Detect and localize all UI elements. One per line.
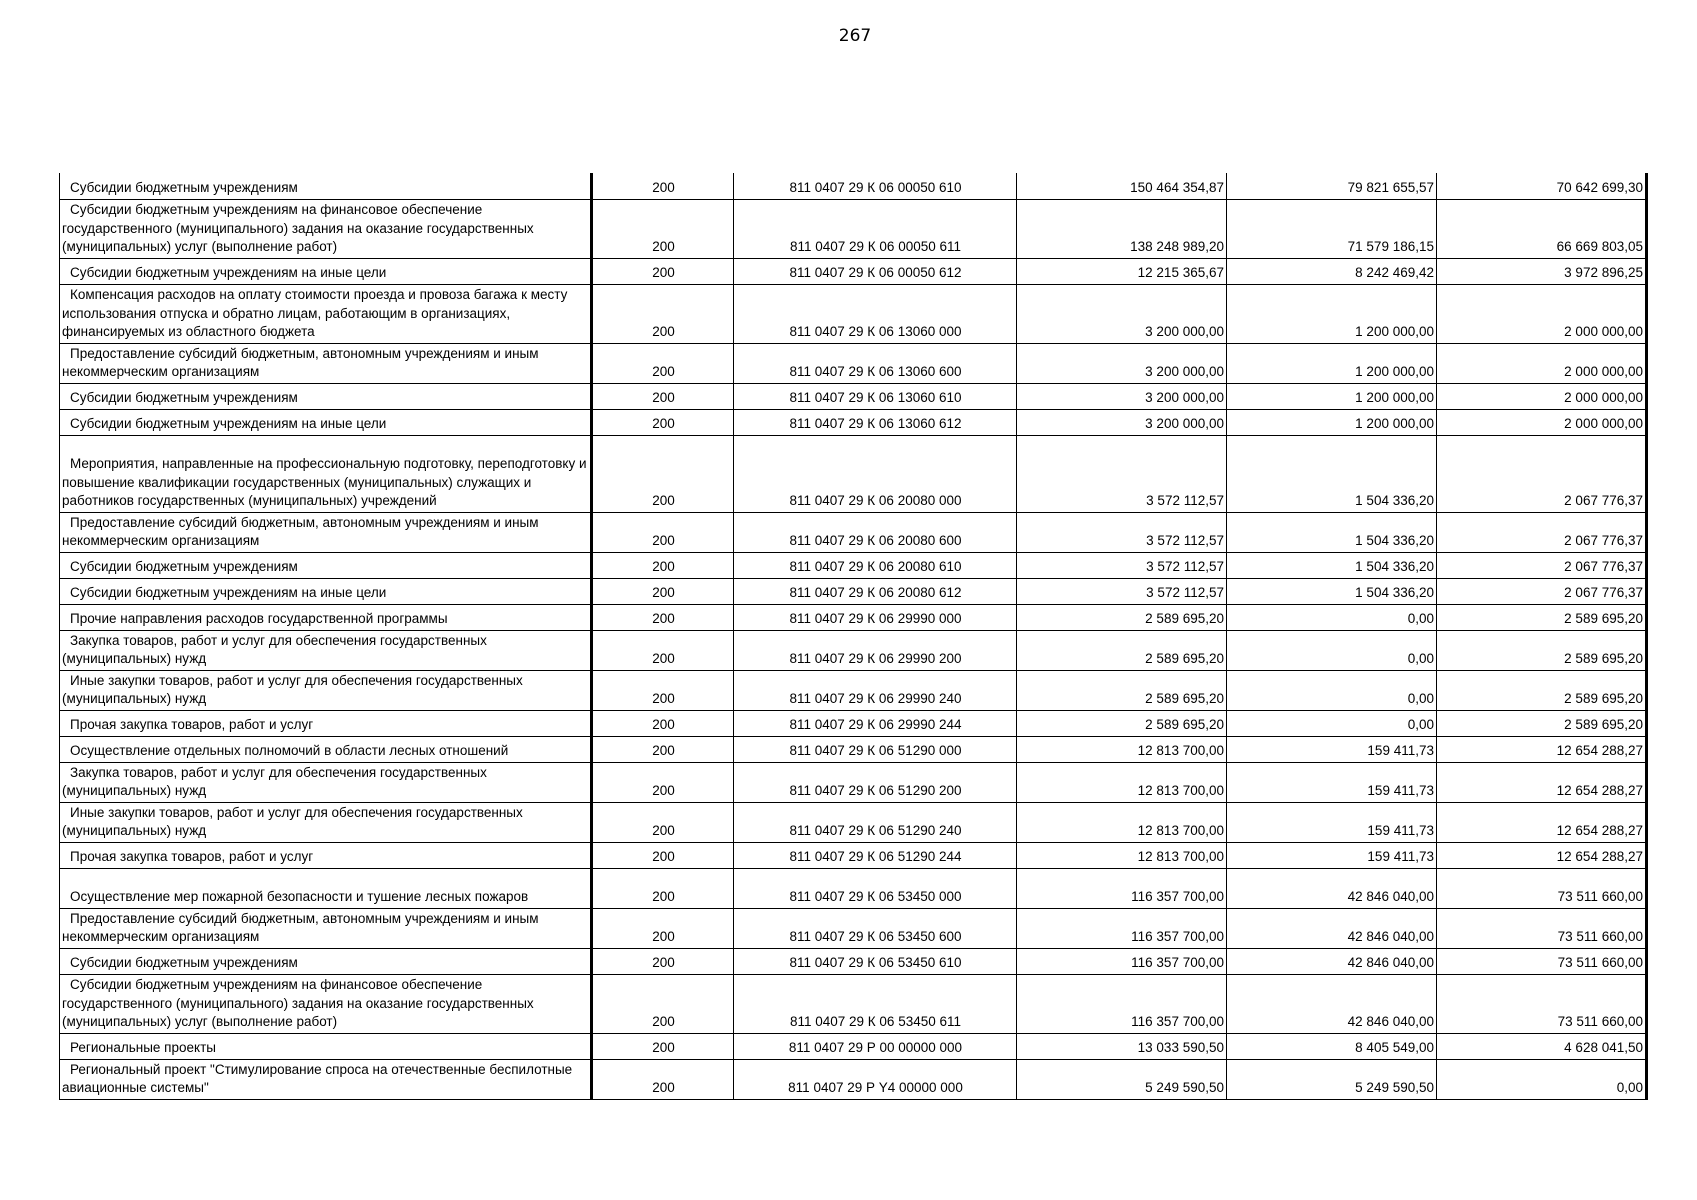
row-amount-executed: 1 504 336,20 <box>1227 435 1437 512</box>
row-name: Субсидии бюджетным учреждениям на иные цели <box>70 585 387 600</box>
budget-table <box>59 173 1648 1100</box>
row-name: Закупка товаров, работ и услуг для обеспечения государственных (муниципальных) нужд <box>62 632 487 666</box>
row-amount-executed: 42 846 040,00 <box>1227 948 1437 974</box>
row-name: Субсидии бюджетным учреждениям <box>70 955 298 970</box>
row-name-cell <box>60 258 592 284</box>
row-name: Субсидии бюджетным учреждениям на финансовое обеспечение государственного (муниципального) задания на оказание государственных (муниципальных) услуг (выполнение работ) <box>62 977 534 1029</box>
row-code: 200 <box>592 670 734 710</box>
row-classification: 811 0407 29 К 06 00050 612 <box>734 258 1017 284</box>
row-code: 200 <box>592 343 734 383</box>
row-classification: 811 0407 29 К 06 20080 612 <box>734 578 1017 604</box>
row-amount-executed: 0,00 <box>1227 604 1437 630</box>
row-name: Предоставление субсидий бюджетным, автономным учреждениям и иным некоммерческим организациям <box>62 345 539 379</box>
row-classification: 811 0407 29 К 06 20080 000 <box>734 435 1017 512</box>
row-name-cell <box>60 630 592 670</box>
row-amount-approved: 2 589 695,20 <box>1017 670 1227 710</box>
row-amount-remaining: 3 972 896,25 <box>1437 258 1647 284</box>
row-classification: 811 0407 29 К 06 00050 611 <box>734 199 1017 258</box>
table-row <box>60 552 1647 578</box>
row-amount-executed: 8 242 469,42 <box>1227 258 1437 284</box>
row-name: Прочая закупка товаров, работ и услуг <box>70 717 314 732</box>
row-classification: 811 0407 29 К 06 53450 600 <box>734 908 1017 948</box>
row-amount-executed: 159 411,73 <box>1227 842 1437 868</box>
row-amount-approved: 12 813 700,00 <box>1017 736 1227 762</box>
row-amount-approved: 150 464 354,87 <box>1017 173 1227 199</box>
row-name-cell <box>60 948 592 974</box>
row-amount-executed: 159 411,73 <box>1227 802 1437 842</box>
row-amount-approved: 3 572 112,57 <box>1017 435 1227 512</box>
row-classification: 811 0407 29 К 06 29990 000 <box>734 604 1017 630</box>
row-amount-executed: 0,00 <box>1227 670 1437 710</box>
row-classification: 811 0407 29 К 06 13060 612 <box>734 409 1017 435</box>
row-amount-remaining: 73 511 660,00 <box>1437 948 1647 974</box>
row-name: Иные закупки товаров, работ и услуг для обеспечения государственных (муниципальных) нужд <box>62 804 523 838</box>
row-code: 200 <box>592 710 734 736</box>
row-amount-executed: 1 200 000,00 <box>1227 383 1437 409</box>
row-name-cell <box>60 710 592 736</box>
row-amount-executed: 159 411,73 <box>1227 762 1437 802</box>
table-row <box>60 1033 1647 1059</box>
row-classification: 811 0407 29 К 06 13060 610 <box>734 383 1017 409</box>
row-classification: 811 0407 29 Р Y4 00000 000 <box>734 1059 1017 1099</box>
row-amount-remaining: 2 000 000,00 <box>1437 409 1647 435</box>
row-amount-approved: 3 572 112,57 <box>1017 552 1227 578</box>
row-name-cell <box>60 173 592 199</box>
row-name: Субсидии бюджетным учреждениям на иные цели <box>70 416 387 431</box>
row-amount-approved: 3 200 000,00 <box>1017 383 1227 409</box>
table-row <box>60 258 1647 284</box>
row-code: 200 <box>592 762 734 802</box>
row-amount-executed: 42 846 040,00 <box>1227 974 1437 1033</box>
row-classification: 811 0407 29 К 06 13060 600 <box>734 343 1017 383</box>
row-amount-executed: 71 579 186,15 <box>1227 199 1437 258</box>
row-amount-approved: 12 215 365,67 <box>1017 258 1227 284</box>
table-row <box>60 736 1647 762</box>
row-classification: 811 0407 29 К 06 29990 240 <box>734 670 1017 710</box>
row-name-cell <box>60 802 592 842</box>
row-amount-approved: 2 589 695,20 <box>1017 604 1227 630</box>
table-row <box>60 802 1647 842</box>
row-name-cell <box>60 974 592 1033</box>
row-name-cell <box>60 409 592 435</box>
table-row <box>60 974 1647 1033</box>
row-amount-remaining: 73 511 660,00 <box>1437 868 1647 908</box>
row-code: 200 <box>592 802 734 842</box>
row-amount-remaining: 0,00 <box>1437 1059 1647 1099</box>
table-row <box>60 604 1647 630</box>
row-name: Закупка товаров, работ и услуг для обеспечения государственных (муниципальных) нужд <box>62 764 487 798</box>
row-code: 200 <box>592 173 734 199</box>
table-row <box>60 710 1647 736</box>
table-row <box>60 199 1647 258</box>
row-amount-remaining: 2 000 000,00 <box>1437 343 1647 383</box>
row-classification: 811 0407 29 К 06 20080 600 <box>734 512 1017 552</box>
row-amount-remaining: 2 067 776,37 <box>1437 578 1647 604</box>
row-amount-remaining: 2 589 695,20 <box>1437 670 1647 710</box>
row-amount-approved: 13 033 590,50 <box>1017 1033 1227 1059</box>
row-classification: 811 0407 29 К 06 51290 244 <box>734 842 1017 868</box>
row-name: Субсидии бюджетным учреждениям <box>70 390 298 405</box>
table-row <box>60 578 1647 604</box>
row-name-cell <box>60 604 592 630</box>
row-code: 200 <box>592 435 734 512</box>
row-amount-executed: 8 405 549,00 <box>1227 1033 1437 1059</box>
row-amount-approved: 12 813 700,00 <box>1017 842 1227 868</box>
row-name-cell <box>60 552 592 578</box>
row-amount-approved: 116 357 700,00 <box>1017 868 1227 908</box>
row-name: Осуществление отдельных полномочий в области лесных отношений <box>70 743 509 758</box>
row-code: 200 <box>592 512 734 552</box>
row-name-cell <box>60 199 592 258</box>
row-name-cell <box>60 670 592 710</box>
row-amount-executed: 1 504 336,20 <box>1227 552 1437 578</box>
row-amount-remaining: 2 589 695,20 <box>1437 630 1647 670</box>
row-name-cell <box>60 762 592 802</box>
row-name-cell <box>60 284 592 343</box>
table-row <box>60 512 1647 552</box>
row-amount-remaining: 12 654 288,27 <box>1437 842 1647 868</box>
row-name: Предоставление субсидий бюджетным, автономным учреждениям и иным некоммерческим организациям <box>62 514 539 548</box>
row-code: 200 <box>592 1059 734 1099</box>
row-amount-remaining: 73 511 660,00 <box>1437 974 1647 1033</box>
row-code: 200 <box>592 284 734 343</box>
table-row <box>60 842 1647 868</box>
row-amount-executed: 1 200 000,00 <box>1227 343 1437 383</box>
row-amount-remaining: 2 000 000,00 <box>1437 284 1647 343</box>
row-name-cell <box>60 1059 592 1099</box>
row-amount-remaining: 73 511 660,00 <box>1437 908 1647 948</box>
row-name: Прочие направления расходов государственной программы <box>70 611 448 626</box>
row-amount-approved: 3 572 112,57 <box>1017 512 1227 552</box>
row-name: Субсидии бюджетным учреждениям на финансовое обеспечение государственного (муниципального) задания на оказание государственных (муниципальных) услуг (выполнение работ) <box>62 202 534 254</box>
row-amount-approved: 5 249 590,50 <box>1017 1059 1227 1099</box>
row-amount-approved: 3 572 112,57 <box>1017 578 1227 604</box>
row-amount-executed: 1 200 000,00 <box>1227 284 1437 343</box>
row-amount-executed: 0,00 <box>1227 630 1437 670</box>
row-name: Субсидии бюджетным учреждениям на иные цели <box>70 265 387 280</box>
row-name-cell <box>60 578 592 604</box>
row-classification: 811 0407 29 К 06 29990 244 <box>734 710 1017 736</box>
row-amount-executed: 0,00 <box>1227 710 1437 736</box>
row-amount-remaining: 2 000 000,00 <box>1437 383 1647 409</box>
row-name: Региональный проект "Стимулирование спроса на отечественные беспилотные авиационные системы" <box>62 1061 573 1095</box>
row-code: 200 <box>592 604 734 630</box>
row-amount-approved: 2 589 695,20 <box>1017 630 1227 670</box>
row-amount-remaining: 2 589 695,20 <box>1437 604 1647 630</box>
row-name-cell <box>60 736 592 762</box>
row-amount-approved: 3 200 000,00 <box>1017 343 1227 383</box>
row-code: 200 <box>592 908 734 948</box>
row-amount-executed: 1 504 336,20 <box>1227 578 1437 604</box>
table-row <box>60 343 1647 383</box>
table-row <box>60 1059 1647 1099</box>
row-amount-remaining: 4 628 041,50 <box>1437 1033 1647 1059</box>
row-amount-approved: 2 589 695,20 <box>1017 710 1227 736</box>
row-name: Субсидии бюджетным учреждениям <box>70 559 298 574</box>
row-amount-executed: 1 504 336,20 <box>1227 512 1437 552</box>
row-amount-approved: 138 248 989,20 <box>1017 199 1227 258</box>
table-row <box>60 908 1647 948</box>
table-row <box>60 762 1647 802</box>
table-row <box>60 868 1647 908</box>
row-code: 200 <box>592 974 734 1033</box>
row-amount-executed: 42 846 040,00 <box>1227 868 1437 908</box>
table-row <box>60 173 1647 199</box>
table-row <box>60 630 1647 670</box>
row-amount-remaining: 2 589 695,20 <box>1437 710 1647 736</box>
row-amount-remaining: 12 654 288,27 <box>1437 762 1647 802</box>
table-row <box>60 948 1647 974</box>
page-number: 267 <box>838 26 872 46</box>
row-classification: 811 0407 29 К 06 29990 200 <box>734 630 1017 670</box>
row-name: Иные закупки товаров, работ и услуг для обеспечения государственных (муниципальных) нужд <box>62 672 523 706</box>
row-name-cell <box>60 343 592 383</box>
row-code: 200 <box>592 630 734 670</box>
row-name: Субсидии бюджетным учреждениям <box>70 180 298 195</box>
table-row <box>60 409 1647 435</box>
row-amount-approved: 12 813 700,00 <box>1017 762 1227 802</box>
row-classification: 811 0407 29 Р 00 00000 000 <box>734 1033 1017 1059</box>
row-amount-remaining: 70 642 699,30 <box>1437 173 1647 199</box>
row-amount-executed: 79 821 655,57 <box>1227 173 1437 199</box>
row-amount-remaining: 12 654 288,27 <box>1437 736 1647 762</box>
row-amount-remaining: 66 669 803,05 <box>1437 199 1647 258</box>
row-classification: 811 0407 29 К 06 00050 610 <box>734 173 1017 199</box>
row-code: 200 <box>592 409 734 435</box>
row-name: Предоставление субсидий бюджетным, автономным учреждениям и иным некоммерческим организациям <box>62 910 539 944</box>
table-row <box>60 284 1647 343</box>
table-row <box>60 670 1647 710</box>
row-code: 200 <box>592 199 734 258</box>
row-code: 200 <box>592 552 734 578</box>
table-row <box>60 435 1647 512</box>
row-name-cell <box>60 842 592 868</box>
row-amount-remaining: 2 067 776,37 <box>1437 552 1647 578</box>
table-row <box>60 383 1647 409</box>
row-amount-executed: 5 249 590,50 <box>1227 1059 1437 1099</box>
row-name: Осуществление мер пожарной безопасности и тушение лесных пожаров <box>70 889 529 904</box>
row-classification: 811 0407 29 К 06 53450 000 <box>734 868 1017 908</box>
row-classification: 811 0407 29 К 06 51290 200 <box>734 762 1017 802</box>
row-classification: 811 0407 29 К 06 13060 000 <box>734 284 1017 343</box>
row-name-cell <box>60 512 592 552</box>
row-code: 200 <box>592 948 734 974</box>
row-name-cell <box>60 383 592 409</box>
row-amount-approved: 116 357 700,00 <box>1017 908 1227 948</box>
row-classification: 811 0407 29 К 06 53450 611 <box>734 974 1017 1033</box>
row-name: Мероприятия, направленные на профессиональную подготовку, переподготовку и повышение квалификации государственных (муниципальных) служащих и работников государственных (муниципальных) учреждений <box>62 456 587 508</box>
row-classification: 811 0407 29 К 06 53450 610 <box>734 948 1017 974</box>
row-amount-approved: 3 200 000,00 <box>1017 409 1227 435</box>
row-amount-executed: 1 200 000,00 <box>1227 409 1437 435</box>
row-name-cell <box>60 908 592 948</box>
row-amount-remaining: 12 654 288,27 <box>1437 802 1647 842</box>
row-name: Компенсация расходов на оплату стоимости проезда и провоза багажа к месту использования отпуска и обратно лицам, работающим в организациях, финансируемых из областного бюджета <box>62 287 568 339</box>
row-classification: 811 0407 29 К 06 51290 000 <box>734 736 1017 762</box>
row-name: Региональные проекты <box>70 1040 216 1055</box>
row-classification: 811 0407 29 К 06 51290 240 <box>734 802 1017 842</box>
row-classification: 811 0407 29 К 06 20080 610 <box>734 552 1017 578</box>
row-amount-approved: 12 813 700,00 <box>1017 802 1227 842</box>
row-code: 200 <box>592 258 734 284</box>
row-amount-remaining: 2 067 776,37 <box>1437 512 1647 552</box>
row-name: Прочая закупка товаров, работ и услуг <box>70 849 314 864</box>
row-amount-approved: 116 357 700,00 <box>1017 948 1227 974</box>
row-code: 200 <box>592 736 734 762</box>
row-amount-remaining: 2 067 776,37 <box>1437 435 1647 512</box>
row-amount-executed: 42 846 040,00 <box>1227 908 1437 948</box>
row-amount-executed: 159 411,73 <box>1227 736 1437 762</box>
row-code: 200 <box>592 578 734 604</box>
row-code: 200 <box>592 868 734 908</box>
row-name-cell <box>60 435 592 512</box>
row-amount-approved: 116 357 700,00 <box>1017 974 1227 1033</box>
row-amount-approved: 3 200 000,00 <box>1017 284 1227 343</box>
row-code: 200 <box>592 1033 734 1059</box>
row-name-cell <box>60 868 592 908</box>
row-name-cell <box>60 1033 592 1059</box>
row-code: 200 <box>592 383 734 409</box>
row-code: 200 <box>592 842 734 868</box>
